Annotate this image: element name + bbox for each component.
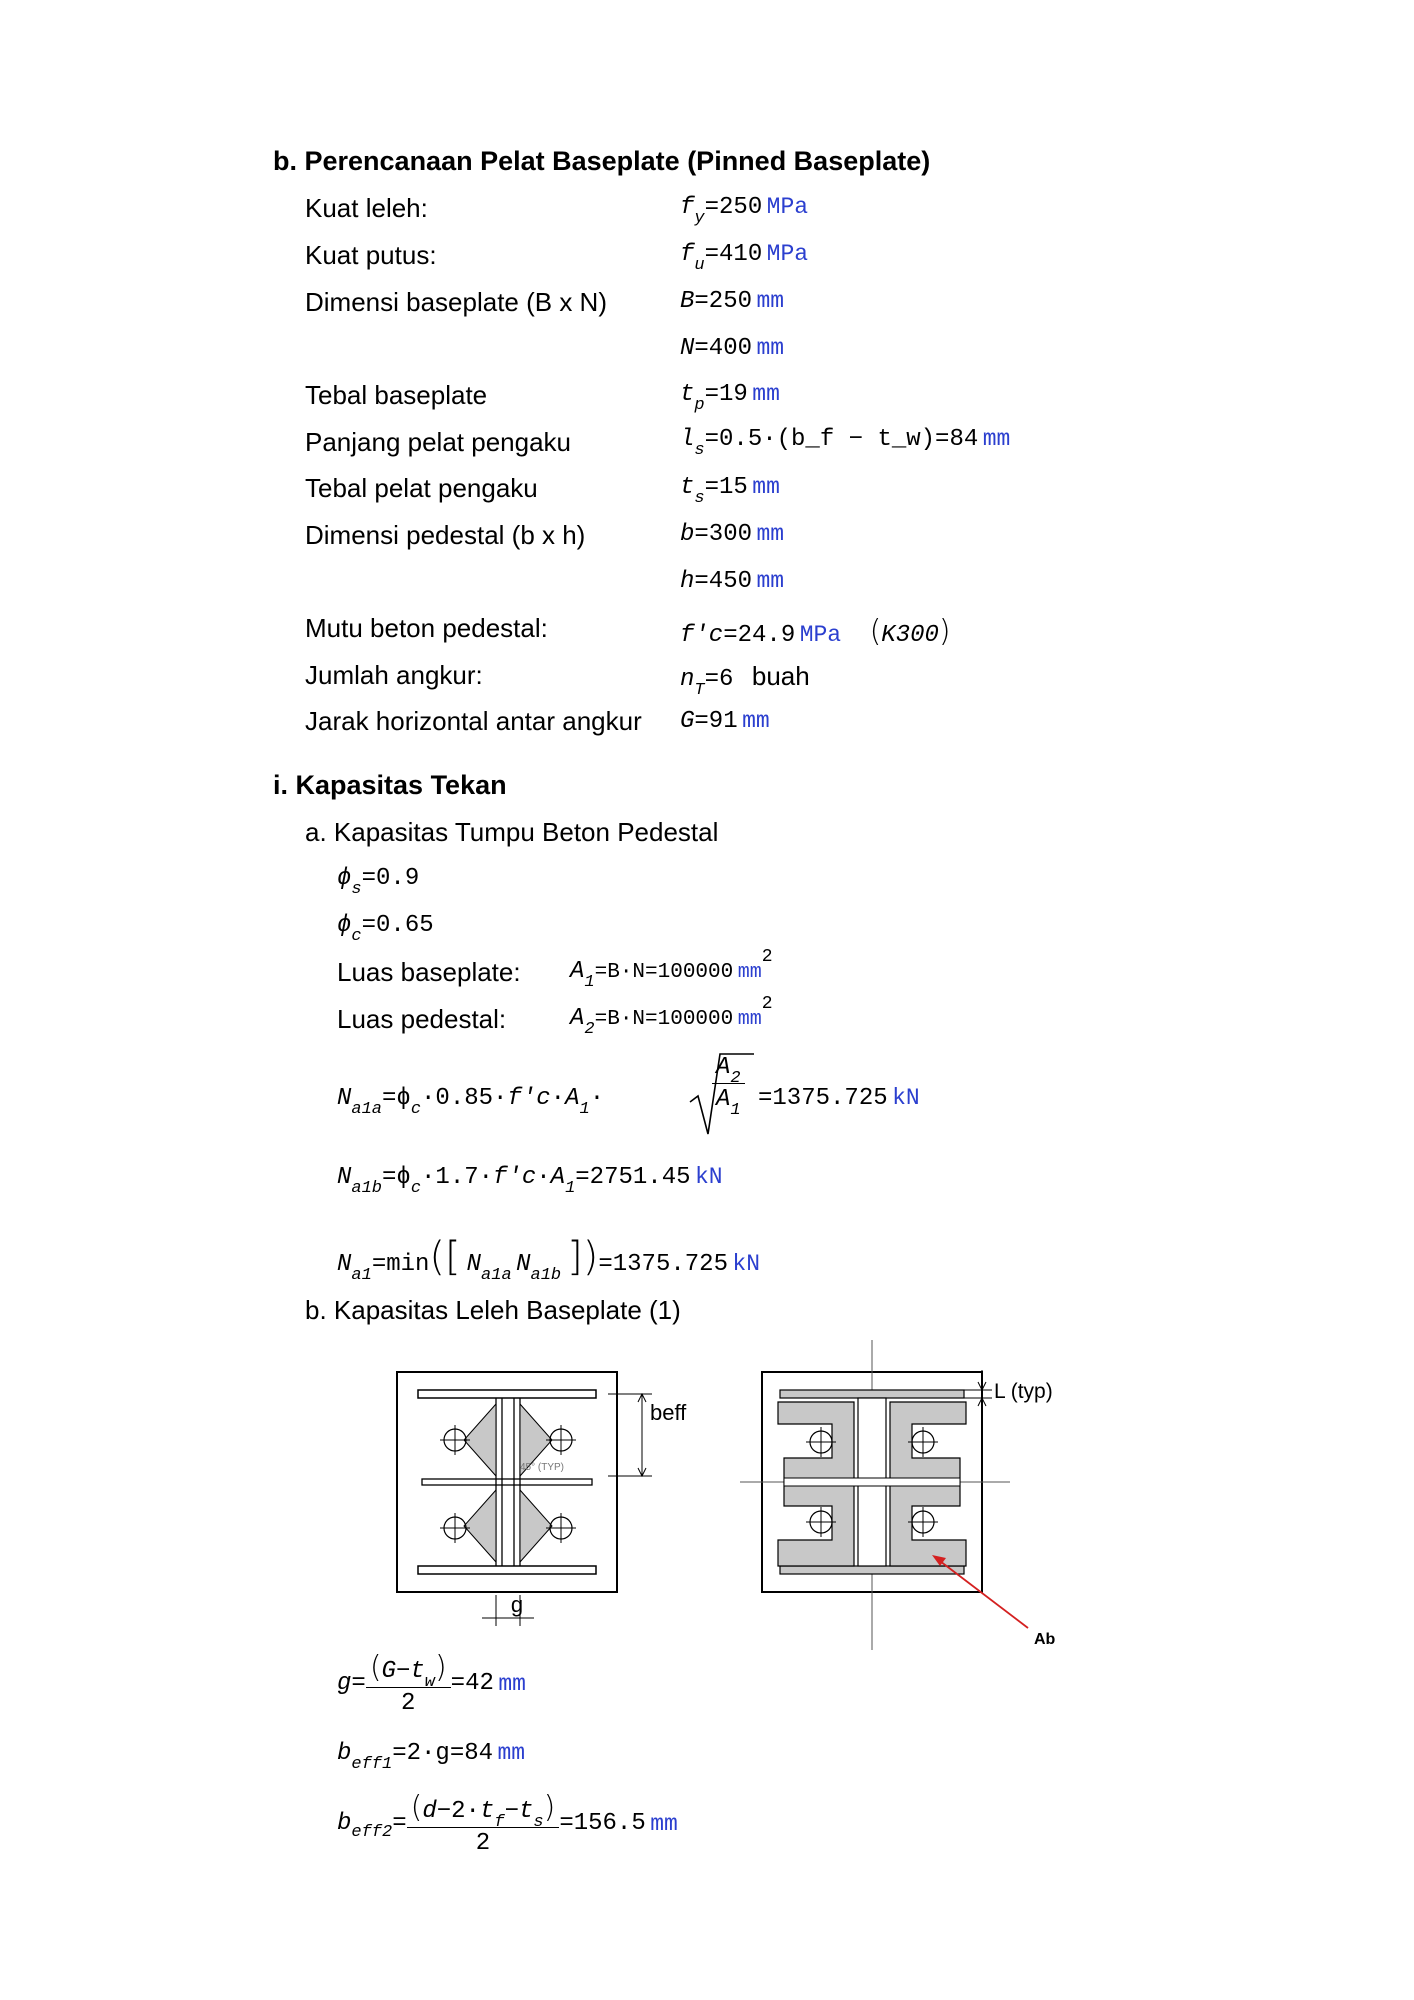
- formula-fy: fy=250 MPa: [680, 194, 809, 228]
- label-jarak-angkur: Jarak horizontal antar angkur: [305, 706, 642, 736]
- label-beff: beff: [650, 1400, 687, 1425]
- formula-phi-c: ϕc=0.65: [337, 912, 434, 946]
- formula-b: b=300 mm: [680, 521, 785, 548]
- label-panjang-pengaku: Panjang pelat pengaku: [305, 427, 572, 457]
- formula-fu: fu=410 MPa: [680, 241, 809, 275]
- formula-ls: ls=0.5·(b_f − t_w)=84 mm: [680, 426, 1011, 460]
- right-baseplate-diagram: [740, 1340, 1056, 1650]
- section-b-title: b. Perencanaan Pelat Baseplate (Pinned Baseplate): [273, 146, 931, 176]
- label-kuat-leleh: Kuat leleh:: [305, 193, 428, 223]
- label-tebal-baseplate: Tebal baseplate: [305, 380, 488, 410]
- formula-beff2: b eff2 = $\frac{(d-2\cdot tf-ts)}{2}$ =156.5 mm: [337, 1790, 678, 1857]
- formula-ts: ts=15 mm: [680, 474, 780, 508]
- label-Ab: Ab: [1034, 1631, 1056, 1648]
- formula-beff1: beff1=2·g=84 mm: [337, 1740, 526, 1774]
- formula-Na1a: Na1a=ϕc·0.85·f'c·A1·: [337, 1085, 605, 1119]
- formula-Na1: Na1=min([ Na1a Na1b ])=1375.725 kN: [337, 1234, 761, 1285]
- section-i-title: i. Kapasitas Tekan: [273, 770, 507, 800]
- label-45-typ: 45° (TYP): [520, 1462, 565, 1473]
- sqrt-fraction: $\frac{A2}{A1}$: [712, 1054, 745, 1113]
- value-Na1a: =1375.725 kN: [758, 1085, 920, 1112]
- left-baseplate-diagram: [397, 1372, 687, 1626]
- formula-N: N=400 mm: [680, 335, 785, 362]
- label-kuat-putus: Kuat putus:: [305, 240, 437, 270]
- formula-phi-s: ϕs=0.9: [337, 865, 420, 899]
- label-mutu-beton: Mutu beton pedestal:: [305, 613, 548, 643]
- formula-g: g = $\frac{(G-tw)}{2}$ =42 mm: [337, 1650, 526, 1717]
- formula-G: G=91 mm: [680, 708, 770, 735]
- label-L-typ: L (typ): [994, 1380, 1053, 1403]
- subsection-a-title: a. Kapasitas Tumpu Beton Pedestal: [305, 817, 719, 847]
- formula-B: B=250 mm: [680, 288, 785, 315]
- label-dimensi-baseplate: Dimensi baseplate (B x N): [305, 287, 607, 317]
- label-luas-baseplate: Luas baseplate:: [337, 957, 521, 987]
- label-dimensi-pedestal: Dimensi pedestal (b x h): [305, 520, 586, 550]
- formula-h: h=450 mm: [680, 568, 785, 595]
- formula-A2: A2=B·N=100000 mm2: [570, 994, 773, 1039]
- formula-nT: nT=6 buah: [680, 661, 810, 700]
- baseplate-figure: [380, 1330, 1100, 1660]
- label-g: g: [510, 1592, 524, 1617]
- label-jumlah-angkur: Jumlah angkur:: [305, 660, 483, 690]
- formula-A1: A1=B·N=100000 mm2: [570, 947, 773, 992]
- label-luas-pedestal: Luas pedestal:: [337, 1004, 507, 1034]
- label-tebal-pengaku: Tebal pelat pengaku: [305, 473, 538, 503]
- formula-Na1b: Na1b=ϕc·1.7·f'c·A1=2751.45 kN: [337, 1164, 723, 1198]
- subsection-b-title: b. Kapasitas Leleh Baseplate (1): [305, 1295, 681, 1325]
- formula-tp: tp=19 mm: [680, 381, 780, 415]
- formula-fc: f'c=24.9 MPa (K300): [680, 614, 951, 649]
